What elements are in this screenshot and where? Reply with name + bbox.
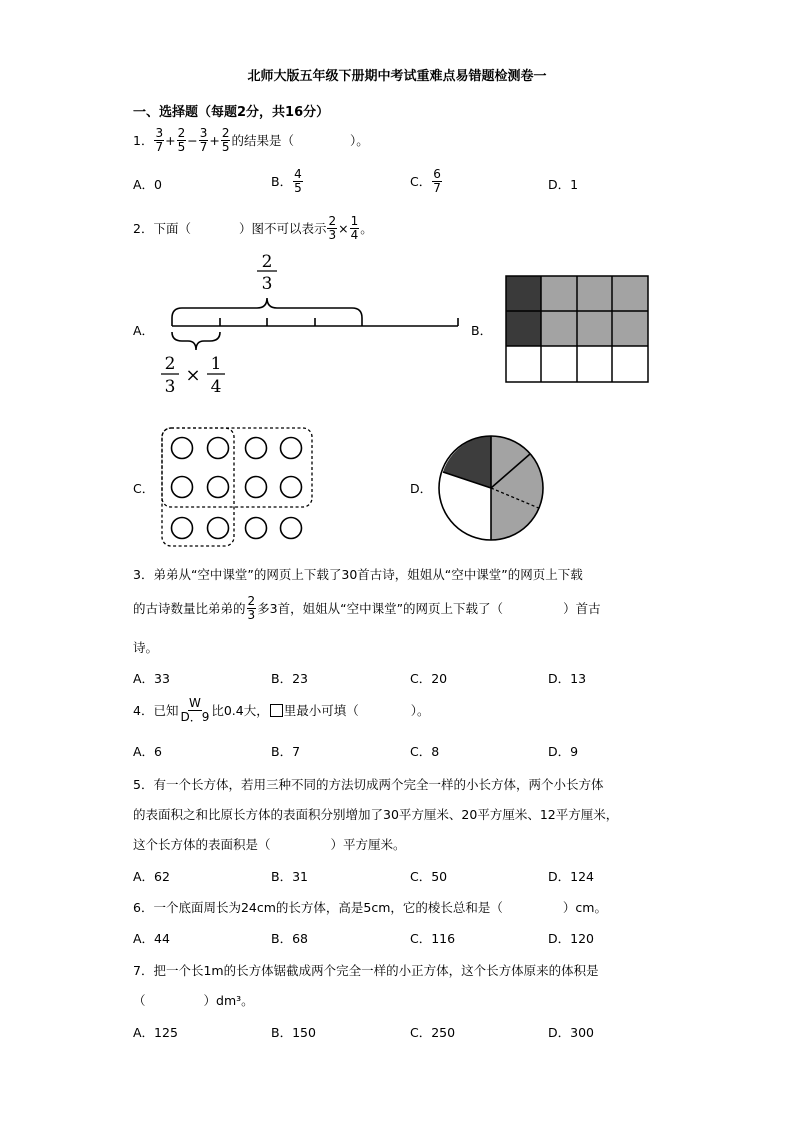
- q7-option-d[interactable]: D．300: [548, 1025, 594, 1040]
- q2-option-d[interactable]: D．: [410, 481, 433, 496]
- pie-light-sector: [491, 436, 543, 540]
- question-1: [133, 127, 369, 154]
- q4-fraction: $\frac{W}{D.9}$: [180, 696, 210, 724]
- q2-option-a[interactable]: A．: [133, 323, 155, 338]
- question-4: 4．已知 $\frac{W}{D.9}$ 比0.4大， 里最小可填（ ）。: [133, 696, 430, 724]
- circle-array: [172, 438, 302, 539]
- diagram-a-bottom-denominator-1: 3: [164, 377, 176, 397]
- q5-option-c[interactable]: C．50: [410, 869, 448, 884]
- q4-option-b[interactable]: B．7: [271, 744, 301, 759]
- q5-line-3: 这个长方体的表面积是（ ）平方厘米。: [133, 837, 406, 852]
- q3-line-3: 诗。: [133, 640, 159, 655]
- q1-operator-3: +: [209, 132, 220, 148]
- q7-line-1: 7．把一个长1m的长方体锯截成两个完全一样的小正方体，这个长方体原来的体积是: [133, 963, 599, 978]
- q6-option-c[interactable]: C．116: [410, 931, 456, 946]
- q2-fraction-2: $\frac{1}{4}$: [350, 214, 359, 242]
- grid-cell: [506, 276, 541, 311]
- q3-option-b[interactable]: B．23: [271, 671, 308, 686]
- q7-option-b[interactable]: B．150: [271, 1025, 316, 1040]
- q5-line-1: 5．有一个长方体，若用三种不同的方法切成两个完全一样的小长方体，两个小长方体: [133, 777, 604, 792]
- q2-diagram-d: [437, 432, 547, 542]
- q7-option-c[interactable]: C．250: [410, 1025, 456, 1040]
- q6-option-d[interactable]: D．120: [548, 931, 594, 946]
- q4-empty-box: [270, 704, 283, 717]
- q4-option-d[interactable]: D．9: [548, 744, 579, 759]
- q1-fraction-3: $\frac{3}{7}$: [199, 126, 208, 154]
- q2-option-c[interactable]: C．: [133, 481, 155, 496]
- q1-number: 1．: [133, 132, 154, 148]
- q1-option-b[interactable]: B． $\frac{4}{5}$: [271, 167, 302, 195]
- q4-option-a[interactable]: A．6: [133, 744, 163, 759]
- q2-stem: 2．下面（: [133, 220, 191, 236]
- q2-stem-mid: ）图不可以表示: [238, 220, 327, 236]
- q1-fraction-2: $\frac{2}{5}$: [177, 126, 186, 154]
- q1-fraction-4: $\frac{2}{5}$: [221, 126, 230, 154]
- diagram-a-bottom-numerator-2: 1: [210, 354, 222, 374]
- q1-option-a[interactable]: A．0: [133, 177, 163, 192]
- q7-line-2: （ ）dm³。: [133, 993, 254, 1008]
- diagram-a-times: ×: [185, 365, 201, 386]
- q1-operator-2: −: [187, 132, 198, 148]
- q3-option-d[interactable]: D．13: [548, 671, 587, 686]
- q2-fraction-1: $\frac{2}{3}$: [328, 214, 337, 242]
- q6-option-b[interactable]: B．68: [271, 931, 308, 946]
- q2-times: ×: [338, 220, 349, 236]
- page-title: 北师大版五年级下册期中考试重难点易错题检测卷一: [247, 69, 547, 84]
- diagram-a-top-denominator: 3: [261, 274, 273, 294]
- q6-option-a[interactable]: A．44: [133, 931, 170, 946]
- q1-stem: 的结果是（: [231, 132, 294, 148]
- q5-option-d[interactable]: D．124: [548, 869, 594, 884]
- q3-option-a[interactable]: A．33: [133, 671, 170, 686]
- diagram-a-top-numerator: 2: [261, 252, 273, 272]
- diagram-a-bottom-denominator-2: 4: [210, 377, 222, 397]
- q4-option-c[interactable]: C．8: [410, 744, 440, 759]
- q2-diagram-b: [505, 275, 649, 383]
- q1-option-c[interactable]: C． $\frac{6}{7}$: [410, 167, 441, 195]
- q5-option-a[interactable]: A．62: [133, 869, 170, 884]
- q3-line-2: 的古诗数量比弟弟的 $\frac{2}{3}$ 多3首，姐姐从“空中课堂”的网页上下载了（ ）首古: [133, 594, 601, 622]
- q2-stem-end: 。: [360, 220, 373, 236]
- q5-option-b[interactable]: B．31: [271, 869, 308, 884]
- diagram-a-bottom-numerator-1: 2: [164, 354, 176, 374]
- diagram-a-top-brace: [172, 298, 362, 318]
- question-6: 6．一个底面周长为24cm的长方体，高是5cm，它的棱长总和是（ ）cm。: [133, 900, 607, 915]
- q1-fraction-1: $\frac{3}{7}$: [155, 126, 164, 154]
- q1-operator-1: +: [165, 132, 176, 148]
- q2-diagram-c: [158, 424, 316, 550]
- q3-line-1: 3．弟弟从“空中课堂”的网页上下载了30首古诗，姐姐从“空中课堂”的网页上下载: [133, 567, 583, 582]
- q5-line-2: 的表面积之和比原长方体的表面积分别增加了30平方厘米、20平方厘米、12平方厘米，: [133, 807, 619, 822]
- q1-stem-end: ）。: [349, 132, 369, 148]
- section-heading: 一、选择题（每题2分，共16分）: [133, 105, 330, 120]
- diagram-a-bottom-brace: [172, 332, 220, 350]
- q2-diagram-a: [150, 248, 470, 400]
- question-2: [133, 215, 373, 242]
- q2-option-b[interactable]: B．: [471, 323, 493, 338]
- q3-option-c[interactable]: C．20: [410, 671, 448, 686]
- grid-cell: [506, 311, 541, 346]
- q3-fraction: $\frac{2}{3}$: [247, 594, 256, 622]
- q7-option-a[interactable]: A．125: [133, 1025, 178, 1040]
- q1-option-d[interactable]: D．1: [548, 177, 579, 192]
